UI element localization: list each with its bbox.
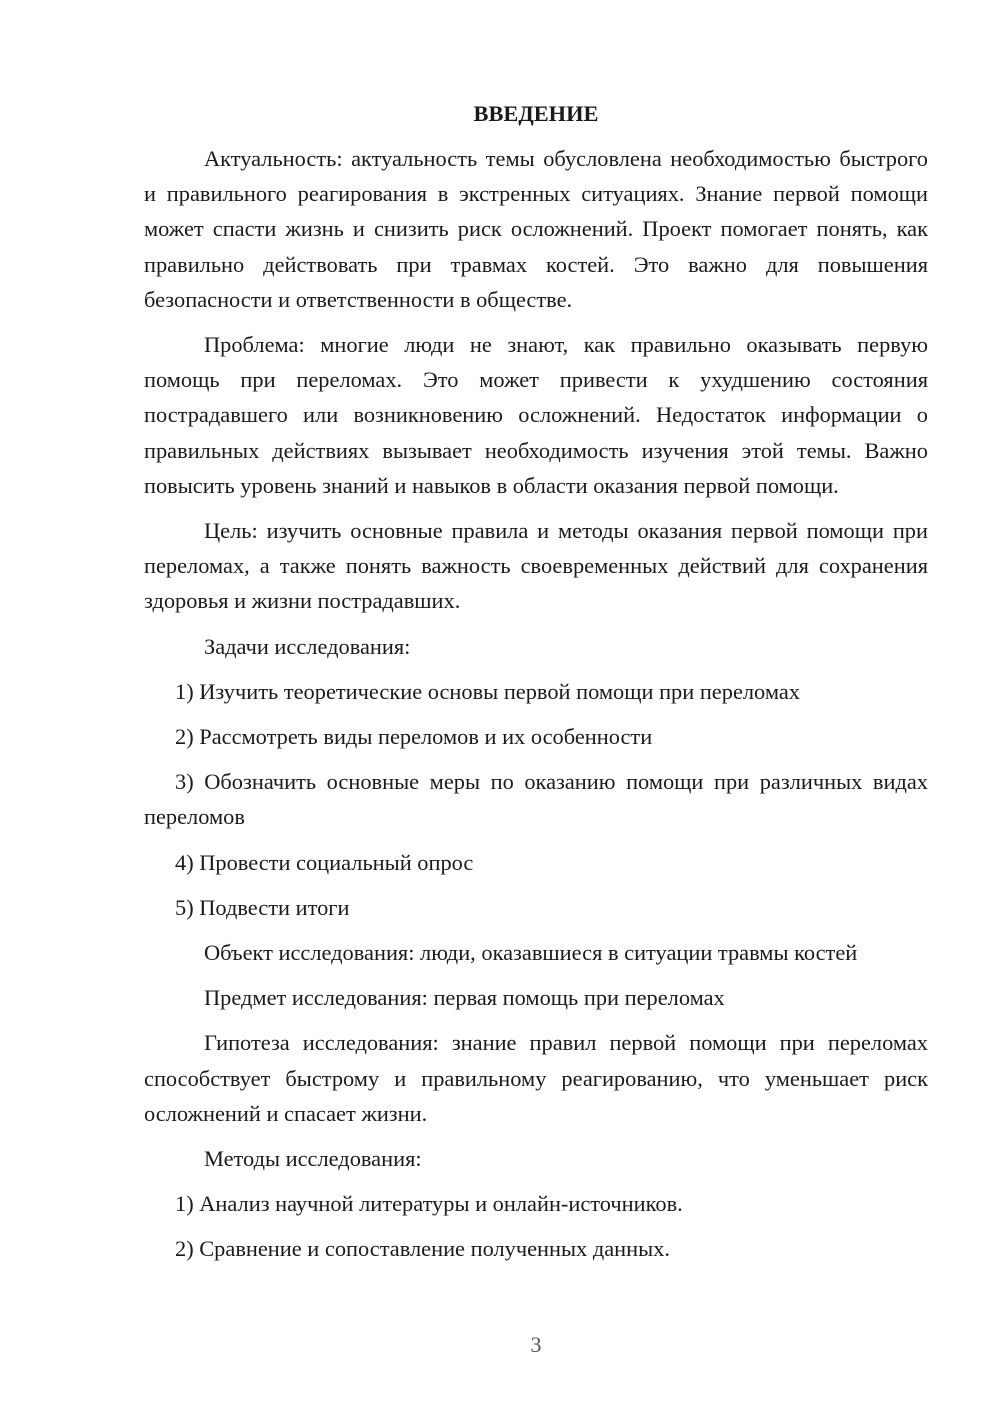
methods-list	[144, 1186, 928, 1266]
list-item: 4) Провести социальный опрос	[175, 849, 474, 875]
list-item: 2) Рассмотреть виды переломов и их особенности	[175, 724, 653, 750]
list-item: 3) Обозначить основные меры по оказанию помощи при различных видах переломов	[144, 769, 928, 830]
paragraph-hypothesis: Гипотеза исследования: знание правил первой помощи при переломах способствует быстрому и правильному реагированию, что уменьшает риск осложнений и спасает жизни.	[144, 1030, 928, 1126]
list-item: 5) Подвести итоги	[175, 894, 350, 920]
methods-heading: Методы исследования:	[204, 1146, 422, 1172]
list-item: 2) Сравнение и сопоставление полученных данных.	[175, 1236, 670, 1262]
tasks-list	[144, 674, 928, 925]
paragraph-problem: Проблема: многие люди не знают, как правильно оказывать первую помощь при переломах. Это может привести к ухудшению состояния пострадавшего или возникновению осложнений. Недостаток информации о правильных действиях вызывает необходимость изучения этой темы. Важно повысить уровень знаний и навыков в области оказания первой помощи.	[144, 332, 928, 498]
paragraph-subject: Предмет исследования: первая помощь при переломах	[204, 985, 725, 1011]
page-number: 3	[530, 1332, 542, 1357]
paragraph-goal: Цель: изучить основные правила и методы оказания первой помощи при переломах, а также понять важность своевременных действий для сохранения здоровья и жизни пострадавших.	[144, 518, 928, 614]
paragraph-relevance: Актуальность: актуальность темы обусловлена необходимостью быстрого и правильного реагирования в экстренных ситуациях. Знание первой помощи может спасти жизнь и снизить риск осложнений. Проект помогает понять, как правильно действовать при травмах костей. Это важно для повышения безопасности и ответственности в обществе.	[144, 146, 928, 312]
list-item: 1) Изучить теоретические основы первой помощи при переломах	[175, 678, 800, 704]
page-content	[144, 96, 928, 1277]
paragraph-object: Объект исследования: люди, оказавшиеся в ситуации травмы костей	[204, 940, 858, 966]
tasks-heading: Задачи исследования:	[204, 633, 411, 659]
section-title: ВВЕДЕНИЕ	[473, 101, 599, 126]
list-item: 1) Анализ научной литературы и онлайн-источников.	[175, 1191, 683, 1217]
